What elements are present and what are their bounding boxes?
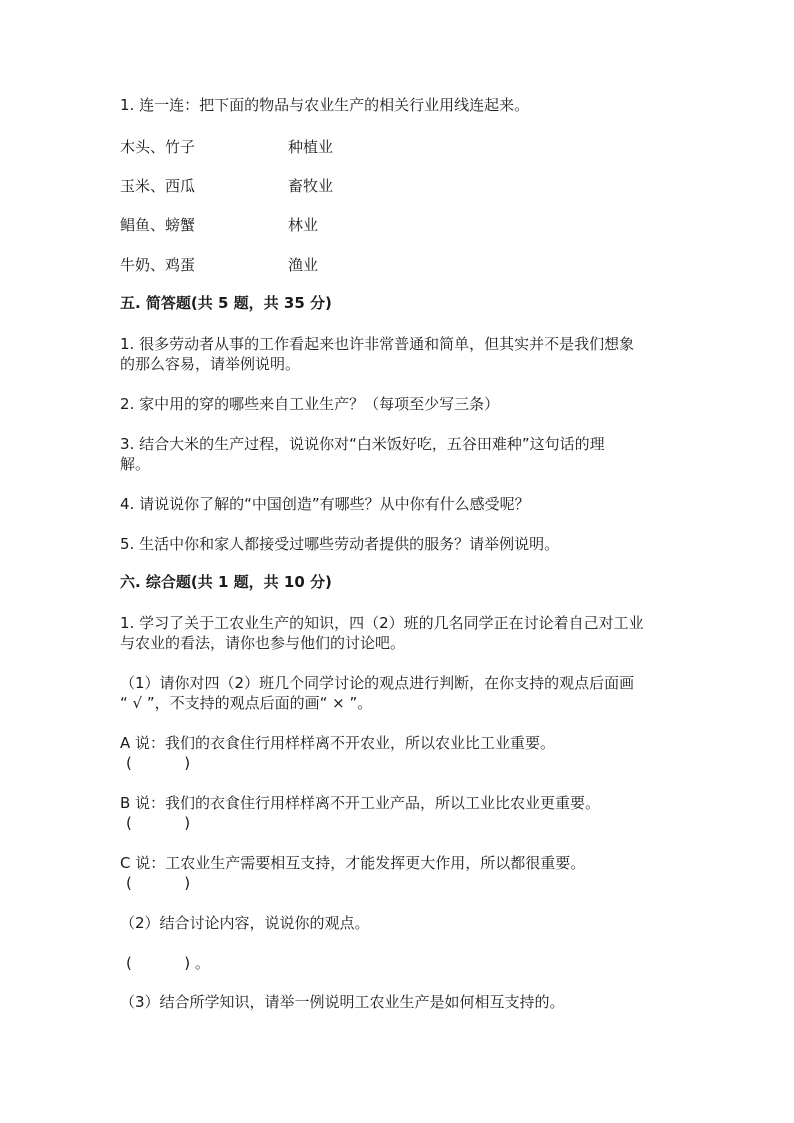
match-item-right: 林业 <box>288 216 319 234</box>
question-5-4: 4. 请说说你了解的“中国创造”有哪些？从中你有什么感受呢？ <box>120 495 530 513</box>
answer-blank-c[interactable]: ( ) <box>126 874 191 892</box>
match-item-right: 种植业 <box>288 138 334 156</box>
match-item-left: 牛奶、鸡蛋 <box>120 256 196 274</box>
question-5-1-line2: 的那么容易，请举例说明。 <box>120 355 301 373</box>
match-row <box>120 176 334 196</box>
question-5-5: 5. 生活中你和家人都接受过哪些劳动者提供的服务？请举例说明。 <box>120 535 560 553</box>
match-row <box>120 137 334 157</box>
statement-a: A 说：我们的衣食住行用样样离不开农业，所以农业比工业重要。 <box>120 734 556 752</box>
match-row <box>120 215 319 235</box>
answer-blank-opinion[interactable]: ( ) 。 <box>126 954 210 972</box>
statement-c: C 说：工农业生产需要相互支持，才能发挥更大作用，所以都很重要。 <box>120 854 586 872</box>
match-item-left: 木头、竹子 <box>120 138 196 156</box>
section-6-heading: 六. 综合题(共 1 题，共 10 分) <box>120 573 332 591</box>
part-1-line1: （1）请你对四（2）班几个同学讨论的观点进行判断，在你支持的观点后面画 <box>120 674 635 692</box>
answer-blank-b[interactable]: ( ) <box>126 814 191 832</box>
question-5-1-line1: 1. 很多劳动者从事的工作看起来也许非常普通和简单，但其实并不是我们想象 <box>120 335 635 353</box>
match-item-right: 畜牧业 <box>288 177 334 195</box>
question-5-2: 2. 家中用的穿的哪些来自工业生产？（每项至少写三条） <box>120 395 500 413</box>
question-5-3-line2: 解。 <box>120 455 151 473</box>
match-item-right: 渔业 <box>288 256 319 274</box>
question-6-1-line2: 与农业的看法，请你也参与他们的讨论吧。 <box>120 634 406 652</box>
match-row <box>120 255 319 275</box>
question-5-3-line1: 3. 结合大米的生产过程，说说你对“白米饭好吃，五谷田难种”这句话的理 <box>120 435 605 453</box>
answer-blank-a[interactable]: ( ) <box>126 754 191 772</box>
part-3: （3）结合所学知识，请举一例说明工农业生产是如何相互支持的。 <box>120 993 565 1011</box>
match-item-left: 玉米、西瓜 <box>120 177 196 195</box>
part-1-line2: “ √ ”，不支持的观点后面的画“ × ”。 <box>120 694 373 712</box>
match-instruction: 1. 连一连：把下面的物品与农业生产的相关行业用线连起来。 <box>120 96 530 114</box>
question-6-1-line1: 1. 学习了关于工农业生产的知识，四（2）班的几名同学正在讨论着自己对工业 <box>120 614 644 632</box>
match-item-left: 鲳鱼、螃蟹 <box>120 216 196 234</box>
statement-b: B 说：我们的衣食住行用样样离不开工业产品，所以工业比农业更重要。 <box>120 794 601 812</box>
section-5-heading: 五. 简答题(共 5 题，共 35 分) <box>120 294 332 312</box>
part-2: （2）结合讨论内容，说说你的观点。 <box>120 914 370 932</box>
